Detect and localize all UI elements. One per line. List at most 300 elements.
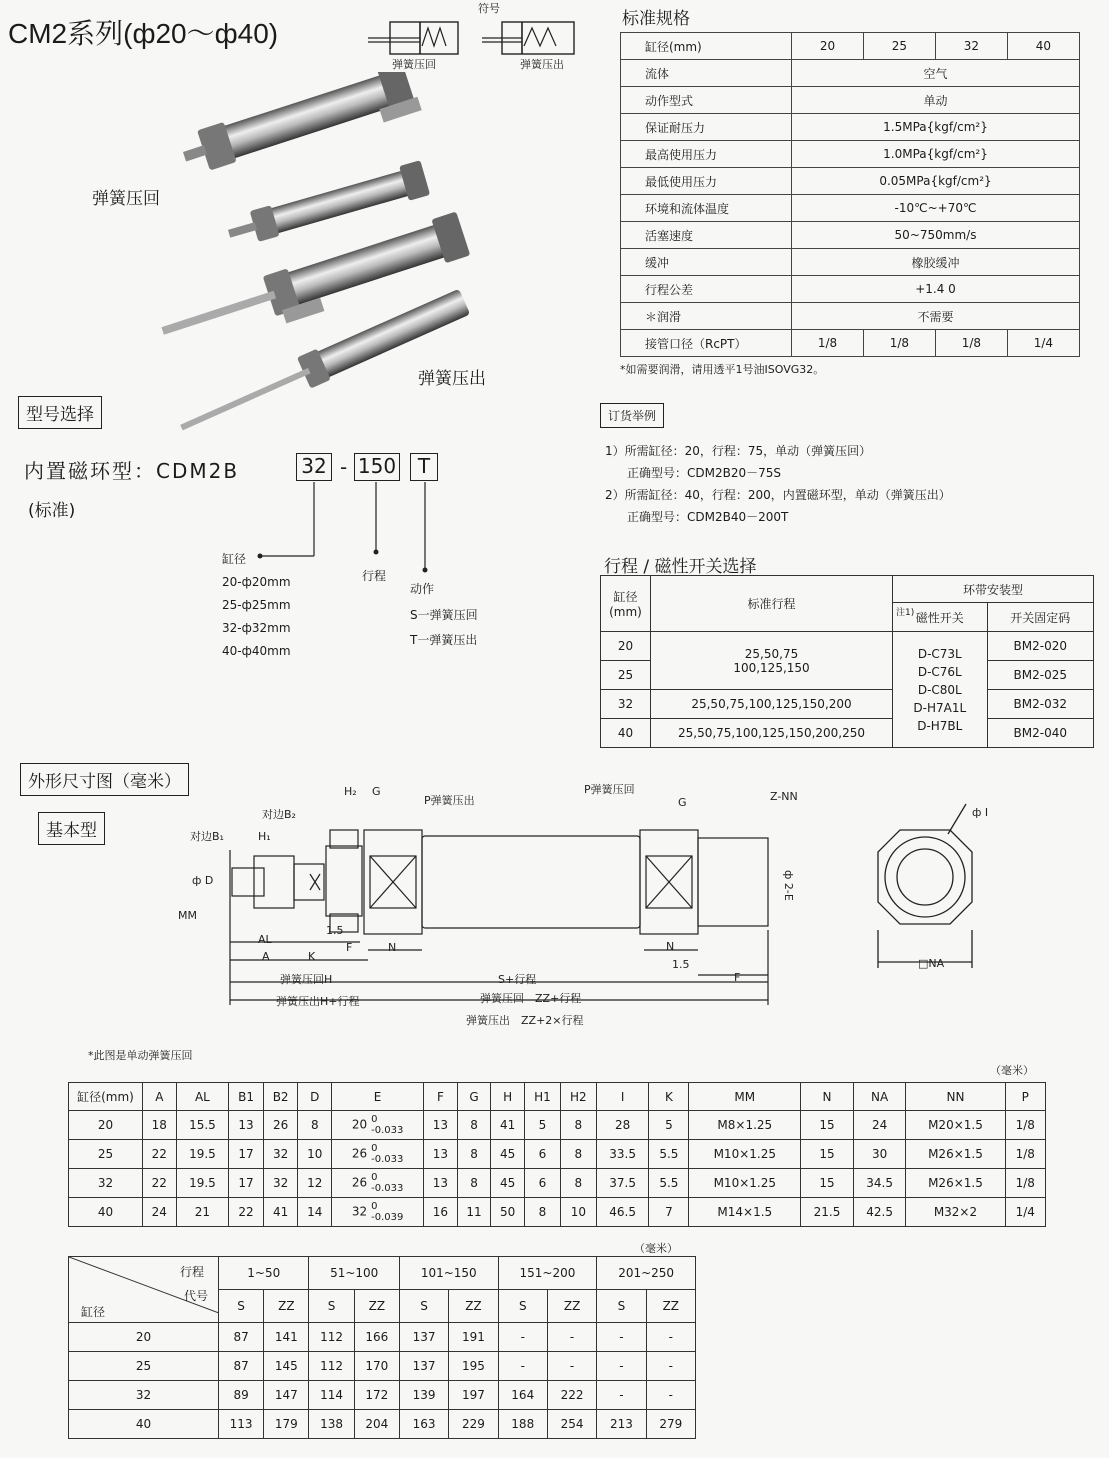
dim-b1: 对边B₁ bbox=[190, 830, 224, 843]
sz-body bbox=[69, 1323, 696, 1439]
sz-corner-top: 行程 bbox=[179, 1265, 204, 1279]
dim-znn: Z-NN bbox=[770, 790, 798, 803]
dims-cell: 10 bbox=[560, 1198, 596, 1227]
spec-value: 单动 bbox=[792, 87, 1080, 114]
sz-corner-bottom: 缸径 bbox=[81, 1305, 106, 1319]
dims-cell: 45 bbox=[491, 1169, 525, 1198]
spec-value: 0.05MPa{kgf/cm²} bbox=[792, 168, 1080, 195]
spec-table bbox=[620, 32, 1080, 357]
dim-p-retract: P弹簧压回 bbox=[584, 783, 635, 796]
sz-s-header: S bbox=[399, 1290, 448, 1323]
sz-cell: - bbox=[498, 1352, 547, 1381]
dims-cell: 13 bbox=[229, 1111, 264, 1140]
sz-range: 51~100 bbox=[309, 1257, 399, 1290]
dim-f: F bbox=[346, 941, 353, 954]
sz-cell: - bbox=[547, 1352, 596, 1381]
dims-cell: 17 bbox=[229, 1169, 264, 1198]
sz-table bbox=[68, 1256, 696, 1439]
model-prefix: 内置磁环型：CDM2B bbox=[24, 459, 240, 483]
spec-bore: 20 bbox=[792, 33, 864, 60]
action-title: 动作 bbox=[410, 582, 435, 596]
dim-g2: G bbox=[678, 796, 687, 809]
dims-cell: 8 bbox=[560, 1169, 596, 1198]
bore-list bbox=[222, 571, 291, 663]
stroke-switch-heading: 行程 / 磁性开关选择 bbox=[604, 557, 757, 577]
ss-stroke: 25,50,75,100,125,150,200 bbox=[651, 690, 893, 719]
dims-cell: 15 bbox=[801, 1169, 854, 1198]
dim-p-out: P弹簧压出 bbox=[424, 794, 475, 807]
dims-cell: 24 bbox=[853, 1111, 906, 1140]
sz-cell: 87 bbox=[219, 1323, 264, 1352]
spec-port: 1/8 bbox=[935, 330, 1007, 357]
sz-cell: 163 bbox=[399, 1410, 448, 1439]
spec-bore-label: 缸径(mm) bbox=[621, 33, 792, 60]
col-stroke: 标准行程 bbox=[651, 576, 893, 632]
sz-cell: 164 bbox=[498, 1381, 547, 1410]
symbol-label: 符号 bbox=[478, 2, 500, 15]
ss-bore: 20 bbox=[601, 632, 651, 661]
bore-item: 20-ф20mm bbox=[222, 575, 291, 589]
sz-cell: 229 bbox=[449, 1410, 498, 1439]
dim-h2: H₂ bbox=[344, 785, 357, 798]
dims-cell: 32 bbox=[69, 1169, 143, 1198]
dims-cell bbox=[332, 1198, 424, 1227]
action-item: S一弹簧压回 bbox=[410, 608, 478, 622]
dims-cell: 18 bbox=[143, 1111, 177, 1140]
dims-col-header: K bbox=[649, 1083, 689, 1111]
ss-code: BM2-025 bbox=[987, 661, 1093, 690]
sz-cell: 279 bbox=[646, 1410, 695, 1439]
dims-cell: 15 bbox=[801, 1140, 854, 1169]
dims-col-header: I bbox=[596, 1083, 649, 1111]
symbol-caption-extend: 弹簧压出 bbox=[520, 58, 564, 71]
sz-corner bbox=[69, 1257, 219, 1323]
dims-col-header: B1 bbox=[229, 1083, 264, 1111]
sz-cell: - bbox=[646, 1323, 695, 1352]
dims-cell: 33.5 bbox=[596, 1140, 649, 1169]
spec-key: 最低使用压力 bbox=[621, 168, 792, 195]
sz-cell: - bbox=[547, 1323, 596, 1352]
sz-cell: 141 bbox=[264, 1323, 309, 1352]
sz-zz-header: ZZ bbox=[547, 1290, 596, 1323]
dims-cell: M26×1.5 bbox=[906, 1140, 1005, 1169]
sz-cell: - bbox=[597, 1381, 646, 1410]
ss-stroke: 25,50,75,100,125,150,200,250 bbox=[651, 719, 893, 748]
spec-value: 橡胶缓冲 bbox=[792, 249, 1080, 276]
dims-col-header: P bbox=[1005, 1083, 1045, 1111]
dims-cell: 8 bbox=[457, 1111, 491, 1140]
spec-key: 活塞速度 bbox=[621, 222, 792, 249]
ss-code: BM2-020 bbox=[987, 632, 1093, 661]
dims-col-header: H bbox=[491, 1083, 525, 1111]
order-line: 正确型号：CDM2B20－75S bbox=[627, 466, 781, 480]
dims-cell: 22 bbox=[143, 1169, 177, 1198]
sz-s-header: S bbox=[219, 1290, 264, 1323]
order-lines bbox=[605, 440, 951, 528]
dims-cell: 40 bbox=[69, 1198, 143, 1227]
dims-header-row bbox=[69, 1083, 1046, 1111]
dims-cell: 28 bbox=[596, 1111, 649, 1140]
dim-1-5b: 1.5 bbox=[672, 958, 690, 971]
end-view bbox=[870, 790, 980, 980]
dim-d: ф D bbox=[192, 874, 214, 887]
page-title: CM2系列(ф20～ф40) bbox=[8, 18, 279, 49]
dims-heading: 外形尺寸图（毫米） bbox=[20, 763, 189, 796]
dim-h1: H₁ bbox=[258, 830, 271, 843]
dims-cell: 1/8 bbox=[1005, 1169, 1045, 1198]
dim-f2: F bbox=[734, 971, 741, 984]
ss-switch: D-C80L bbox=[917, 682, 962, 697]
dims-cell: 13 bbox=[424, 1140, 458, 1169]
spec-heading: 标准规格 bbox=[622, 9, 690, 29]
dims-table bbox=[68, 1082, 1046, 1227]
ss-switch: D-H7A1L bbox=[913, 700, 967, 715]
sz-cell: 195 bbox=[449, 1352, 498, 1381]
ss-bore: 32 bbox=[601, 690, 651, 719]
sz-s-header: S bbox=[597, 1290, 646, 1323]
dims-cell: 12 bbox=[298, 1169, 332, 1198]
dims-cell: 32 bbox=[263, 1169, 298, 1198]
col-switch bbox=[893, 603, 988, 632]
dims-col-header: MM bbox=[689, 1083, 801, 1111]
spec-value: 1.0MPa{kgf/cm²} bbox=[792, 141, 1080, 168]
dims-col-header: A bbox=[143, 1083, 177, 1111]
sz-s-header: S bbox=[309, 1290, 354, 1323]
dims-tol-upper: 0 bbox=[371, 1172, 378, 1183]
dims-body bbox=[69, 1111, 1046, 1227]
spec-key: ＊润滑 bbox=[621, 303, 792, 330]
dims-e-value: 26 bbox=[351, 1175, 368, 1190]
spec-key: 环境和流体温度 bbox=[621, 195, 792, 222]
ss-stroke: 100,125,150 bbox=[733, 660, 810, 675]
spec-key: 动作型式 bbox=[621, 87, 792, 114]
dims-e-tolerance bbox=[371, 1201, 403, 1223]
dim-k: K bbox=[308, 950, 316, 963]
sz-cell: 166 bbox=[354, 1323, 399, 1352]
dims-cell: 21.5 bbox=[801, 1198, 854, 1227]
dims-e-tolerance bbox=[371, 1172, 403, 1194]
sz-zz-header: ZZ bbox=[264, 1290, 309, 1323]
dim-zz2: 弹簧压出 ZZ+2×行程 bbox=[466, 1014, 584, 1027]
dims-e-tolerance bbox=[371, 1143, 403, 1165]
dims-cell: 20 bbox=[69, 1111, 143, 1140]
sz-cell: 179 bbox=[264, 1410, 309, 1439]
dims-cell: M20×1.5 bbox=[906, 1111, 1005, 1140]
dims-cell: 17 bbox=[229, 1140, 264, 1169]
dims-cell: 1/4 bbox=[1005, 1198, 1045, 1227]
dims-col-header: B2 bbox=[263, 1083, 298, 1111]
dims-tol-lower: -0.033 bbox=[371, 1183, 404, 1194]
col-code: 开关固定码 bbox=[987, 603, 1093, 632]
dims-cell: 5 bbox=[524, 1111, 560, 1140]
sz-bore: 25 bbox=[69, 1352, 219, 1381]
dims-note: *此图是单动弹簧压回 bbox=[88, 1049, 193, 1062]
order-line: 2）所需缸径：40，行程：200，内置磁环型，单动（弹簧压出） bbox=[605, 488, 951, 502]
sz-row bbox=[69, 1352, 696, 1381]
dims-e-value: 26 bbox=[351, 1146, 368, 1161]
dims-tol-upper: 0 bbox=[371, 1114, 378, 1125]
model-dash: - bbox=[340, 455, 348, 479]
dims-cell: 6 bbox=[524, 1140, 560, 1169]
sz-cell: 222 bbox=[547, 1381, 596, 1410]
sz-range: 101~150 bbox=[399, 1257, 498, 1290]
ss-code: BM2-040 bbox=[987, 719, 1093, 748]
dim-n2: N bbox=[666, 940, 675, 953]
dim-al: AL bbox=[258, 933, 272, 946]
dims-cell: 22 bbox=[143, 1140, 177, 1169]
sz-s-header: S bbox=[498, 1290, 547, 1323]
ss-code: BM2-032 bbox=[987, 690, 1093, 719]
dims-cell: M14×1.5 bbox=[689, 1198, 801, 1227]
dims-tol-lower: -0.033 bbox=[371, 1125, 404, 1136]
dims-row bbox=[69, 1169, 1046, 1198]
photo-caption-extend: 弹簧压出 bbox=[418, 369, 486, 389]
sz-cell: 139 bbox=[399, 1381, 448, 1410]
model-selection-heading: 型号选择 bbox=[18, 396, 102, 429]
dim-zz: 弹簧压回 ZZ+行程 bbox=[480, 992, 582, 1005]
spec-key: 缓冲 bbox=[621, 249, 792, 276]
model-box-stroke: 150 bbox=[354, 453, 400, 481]
sz-cell: 204 bbox=[354, 1410, 399, 1439]
spec-value: +1.4 0 bbox=[792, 276, 1080, 303]
dims-subheading: 基本型 bbox=[38, 812, 105, 845]
dim-g: G bbox=[372, 785, 381, 798]
spec-bore: 25 bbox=[863, 33, 935, 60]
dims-cell: 19.5 bbox=[176, 1169, 229, 1198]
dims-col-header: H1 bbox=[524, 1083, 560, 1111]
model-box-action: T bbox=[410, 453, 438, 481]
photo-caption-retract: 弹簧压回 bbox=[92, 189, 160, 209]
dims-row bbox=[69, 1198, 1046, 1227]
sz-bore: 32 bbox=[69, 1381, 219, 1410]
sz-range: 151~200 bbox=[498, 1257, 597, 1290]
spec-value: 50~750mm/s bbox=[792, 222, 1080, 249]
dims-col-header: E bbox=[332, 1083, 424, 1111]
dims-cell: 32 bbox=[263, 1140, 298, 1169]
bore-item: 32-ф32mm bbox=[222, 621, 291, 635]
dims-cell: 19.5 bbox=[176, 1140, 229, 1169]
sz-cell: 213 bbox=[597, 1410, 646, 1439]
action-item: T一弹簧压出 bbox=[410, 633, 478, 647]
sz-cell: - bbox=[498, 1323, 547, 1352]
sz-cell: 145 bbox=[264, 1352, 309, 1381]
dims-cell: 8 bbox=[457, 1140, 491, 1169]
sz-cell: 112 bbox=[309, 1352, 354, 1381]
dims-cell: 5 bbox=[649, 1111, 689, 1140]
sz-zz-header: ZZ bbox=[354, 1290, 399, 1323]
order-heading: 订货举例 bbox=[600, 403, 664, 428]
dims-cell bbox=[332, 1111, 424, 1140]
sz-cell: 138 bbox=[309, 1410, 354, 1439]
dims-cell: 30 bbox=[853, 1140, 906, 1169]
sz-bore: 20 bbox=[69, 1323, 219, 1352]
dims-col-header: NA bbox=[853, 1083, 906, 1111]
dim-b2: 对边B₂ bbox=[262, 808, 296, 821]
dims-cell: 15 bbox=[801, 1111, 854, 1140]
spec-value: 1.5MPa{kgf/cm²} bbox=[792, 114, 1080, 141]
dims-cell: 8 bbox=[298, 1111, 332, 1140]
dims-cell: 25 bbox=[69, 1140, 143, 1169]
col-band: 环带安装型 bbox=[893, 576, 1094, 603]
dims-cell: 8 bbox=[560, 1111, 596, 1140]
spec-value: 不需要 bbox=[792, 303, 1080, 330]
dims-cell: 13 bbox=[424, 1111, 458, 1140]
ss-stroke: 25,50,75 bbox=[744, 646, 799, 661]
dims-cell: M26×1.5 bbox=[906, 1169, 1005, 1198]
dims-tol-lower: -0.033 bbox=[371, 1154, 404, 1165]
spec-key: 保证耐压力 bbox=[621, 114, 792, 141]
sz-row bbox=[69, 1323, 696, 1352]
spec-key: 行程公差 bbox=[621, 276, 792, 303]
dims-cell: 42.5 bbox=[853, 1198, 906, 1227]
sz-row bbox=[69, 1410, 696, 1439]
sz-range: 201~250 bbox=[597, 1257, 696, 1290]
dims-cell: 26 bbox=[263, 1111, 298, 1140]
ss-switch: D-C76L bbox=[917, 664, 962, 679]
dims-e-tolerance bbox=[371, 1114, 403, 1136]
sz-cell: 191 bbox=[449, 1323, 498, 1352]
dim-s: S+行程 bbox=[498, 973, 537, 986]
dims-cell: 10 bbox=[298, 1140, 332, 1169]
model-standard: (标准) bbox=[28, 501, 76, 521]
dims-cell bbox=[332, 1140, 424, 1169]
spec-key: 最高使用压力 bbox=[621, 141, 792, 168]
dims-tol-upper: 0 bbox=[371, 1143, 378, 1154]
sz-cell: - bbox=[597, 1323, 646, 1352]
action-list bbox=[410, 603, 478, 653]
dims-row bbox=[69, 1111, 1046, 1140]
sz-cell: 137 bbox=[399, 1352, 448, 1381]
sz-row bbox=[69, 1381, 696, 1410]
dims-col-header: N bbox=[801, 1083, 854, 1111]
spec-value: -10℃~+70℃ bbox=[792, 195, 1080, 222]
dims-cell: 8 bbox=[457, 1169, 491, 1198]
dims-cell: 46.5 bbox=[596, 1198, 649, 1227]
sz-cell: 147 bbox=[264, 1381, 309, 1410]
spec-port: 1/8 bbox=[863, 330, 935, 357]
sz-zz-header: ZZ bbox=[646, 1290, 695, 1323]
sz-cell: - bbox=[597, 1352, 646, 1381]
dims-cell: 41 bbox=[491, 1111, 525, 1140]
dims-cell: 41 bbox=[263, 1198, 298, 1227]
dims-col-header: 缸径(mm) bbox=[69, 1083, 143, 1111]
dim-e: ф 2-E bbox=[782, 870, 795, 901]
dims-e-value: 20 bbox=[351, 1117, 368, 1132]
sz-range: 1~50 bbox=[219, 1257, 309, 1290]
model-box-bore: 32 bbox=[296, 453, 332, 481]
dim-a: A bbox=[262, 950, 270, 963]
dims-cell: M32×2 bbox=[906, 1198, 1005, 1227]
dims-unit: （毫米） bbox=[990, 1064, 1034, 1077]
ss-bore: 40 bbox=[601, 719, 651, 748]
order-line: 1）所需缸径：20，行程：75，单动（弹簧压回） bbox=[605, 444, 872, 458]
dims-cell: 1/8 bbox=[1005, 1111, 1045, 1140]
dims-col-header: F bbox=[424, 1083, 458, 1111]
sz-cell: 188 bbox=[498, 1410, 547, 1439]
col-bore: 缸径(mm) bbox=[601, 576, 651, 632]
symbol-caption-retract: 弹簧压回 bbox=[392, 58, 436, 71]
dims-cell: 5.5 bbox=[649, 1169, 689, 1198]
spec-bore: 40 bbox=[1007, 33, 1079, 60]
sz-cell: - bbox=[646, 1352, 695, 1381]
ss-bore: 25 bbox=[601, 661, 651, 690]
sz-zz-header: ZZ bbox=[449, 1290, 498, 1323]
dim-h-retract: 弹簧压回H bbox=[280, 973, 333, 986]
sz-cell: 114 bbox=[309, 1381, 354, 1410]
bore-item: 40-ф40mm bbox=[222, 644, 291, 658]
ss-stroke-small bbox=[651, 632, 893, 690]
dim-n: N bbox=[388, 941, 397, 954]
dims-cell: 16 bbox=[424, 1198, 458, 1227]
dims-tol-upper: 0 bbox=[371, 1201, 378, 1212]
sz-cell: 170 bbox=[354, 1352, 399, 1381]
order-line: 正确型号：CDM2B40－200T bbox=[627, 510, 789, 524]
dims-cell: 37.5 bbox=[596, 1169, 649, 1198]
sz-corner-mid: 代号 bbox=[183, 1289, 208, 1303]
dim-na: □NA bbox=[918, 957, 945, 970]
dims-cell: 50 bbox=[491, 1198, 525, 1227]
dims-cell: 24 bbox=[143, 1198, 177, 1227]
dims-cell: 14 bbox=[298, 1198, 332, 1227]
col-switch-label: 磁性开关 bbox=[915, 610, 964, 625]
dims-cell: 21 bbox=[176, 1198, 229, 1227]
dims-cell: 13 bbox=[424, 1169, 458, 1198]
dims-cell: 5.5 bbox=[649, 1140, 689, 1169]
ss-switches bbox=[893, 632, 988, 748]
spec-port: 1/4 bbox=[1007, 330, 1079, 357]
bore-title: 缸径 bbox=[222, 552, 247, 566]
dims-cell: 45 bbox=[491, 1140, 525, 1169]
dims-cell: 8 bbox=[560, 1140, 596, 1169]
stroke-switch-table bbox=[600, 575, 1094, 748]
dims-tol-lower: -0.039 bbox=[371, 1212, 404, 1223]
dims-cell: M8×1.25 bbox=[689, 1111, 801, 1140]
sz-cell: 87 bbox=[219, 1352, 264, 1381]
dims-cell: 34.5 bbox=[853, 1169, 906, 1198]
dims-col-header: D bbox=[298, 1083, 332, 1111]
dims-col-header: NN bbox=[906, 1083, 1005, 1111]
dims-col-header: G bbox=[457, 1083, 491, 1111]
sz-cell: 172 bbox=[354, 1381, 399, 1410]
dim-1-5: 1.5 bbox=[326, 924, 344, 937]
dims-cell: M10×1.25 bbox=[689, 1140, 801, 1169]
dims-e-value: 32 bbox=[351, 1204, 368, 1219]
dims-cell: 7 bbox=[649, 1198, 689, 1227]
dims-cell bbox=[332, 1169, 424, 1198]
sz-bore: 40 bbox=[69, 1410, 219, 1439]
dims-col-header: H2 bbox=[560, 1083, 596, 1111]
sz-cell: - bbox=[646, 1381, 695, 1410]
dims-cell: 15.5 bbox=[176, 1111, 229, 1140]
sz-cell: 254 bbox=[547, 1410, 596, 1439]
sz-cell: 113 bbox=[219, 1410, 264, 1439]
ss-switch: D-H7BL bbox=[917, 718, 963, 733]
dims-cell: 22 bbox=[229, 1198, 264, 1227]
spec-value: 空气 bbox=[792, 60, 1080, 87]
ss-switch: D-C73L bbox=[917, 646, 962, 661]
dim-mm: MM bbox=[178, 909, 197, 922]
dims-cell: 8 bbox=[524, 1198, 560, 1227]
dim-i: ф I bbox=[972, 806, 989, 819]
dim-h-extend: 弹簧压出H+行程 bbox=[276, 995, 360, 1008]
dims-cell: 6 bbox=[524, 1169, 560, 1198]
spec-port-label: 接管口径（RcPT） bbox=[621, 330, 792, 357]
spec-port: 1/8 bbox=[792, 330, 864, 357]
spec-note: *如需要润滑，请用透平1号油ISOVG32。 bbox=[620, 363, 825, 376]
spec-bore: 32 bbox=[935, 33, 1007, 60]
dims-cell: 1/8 bbox=[1005, 1140, 1045, 1169]
spec-key: 流体 bbox=[621, 60, 792, 87]
